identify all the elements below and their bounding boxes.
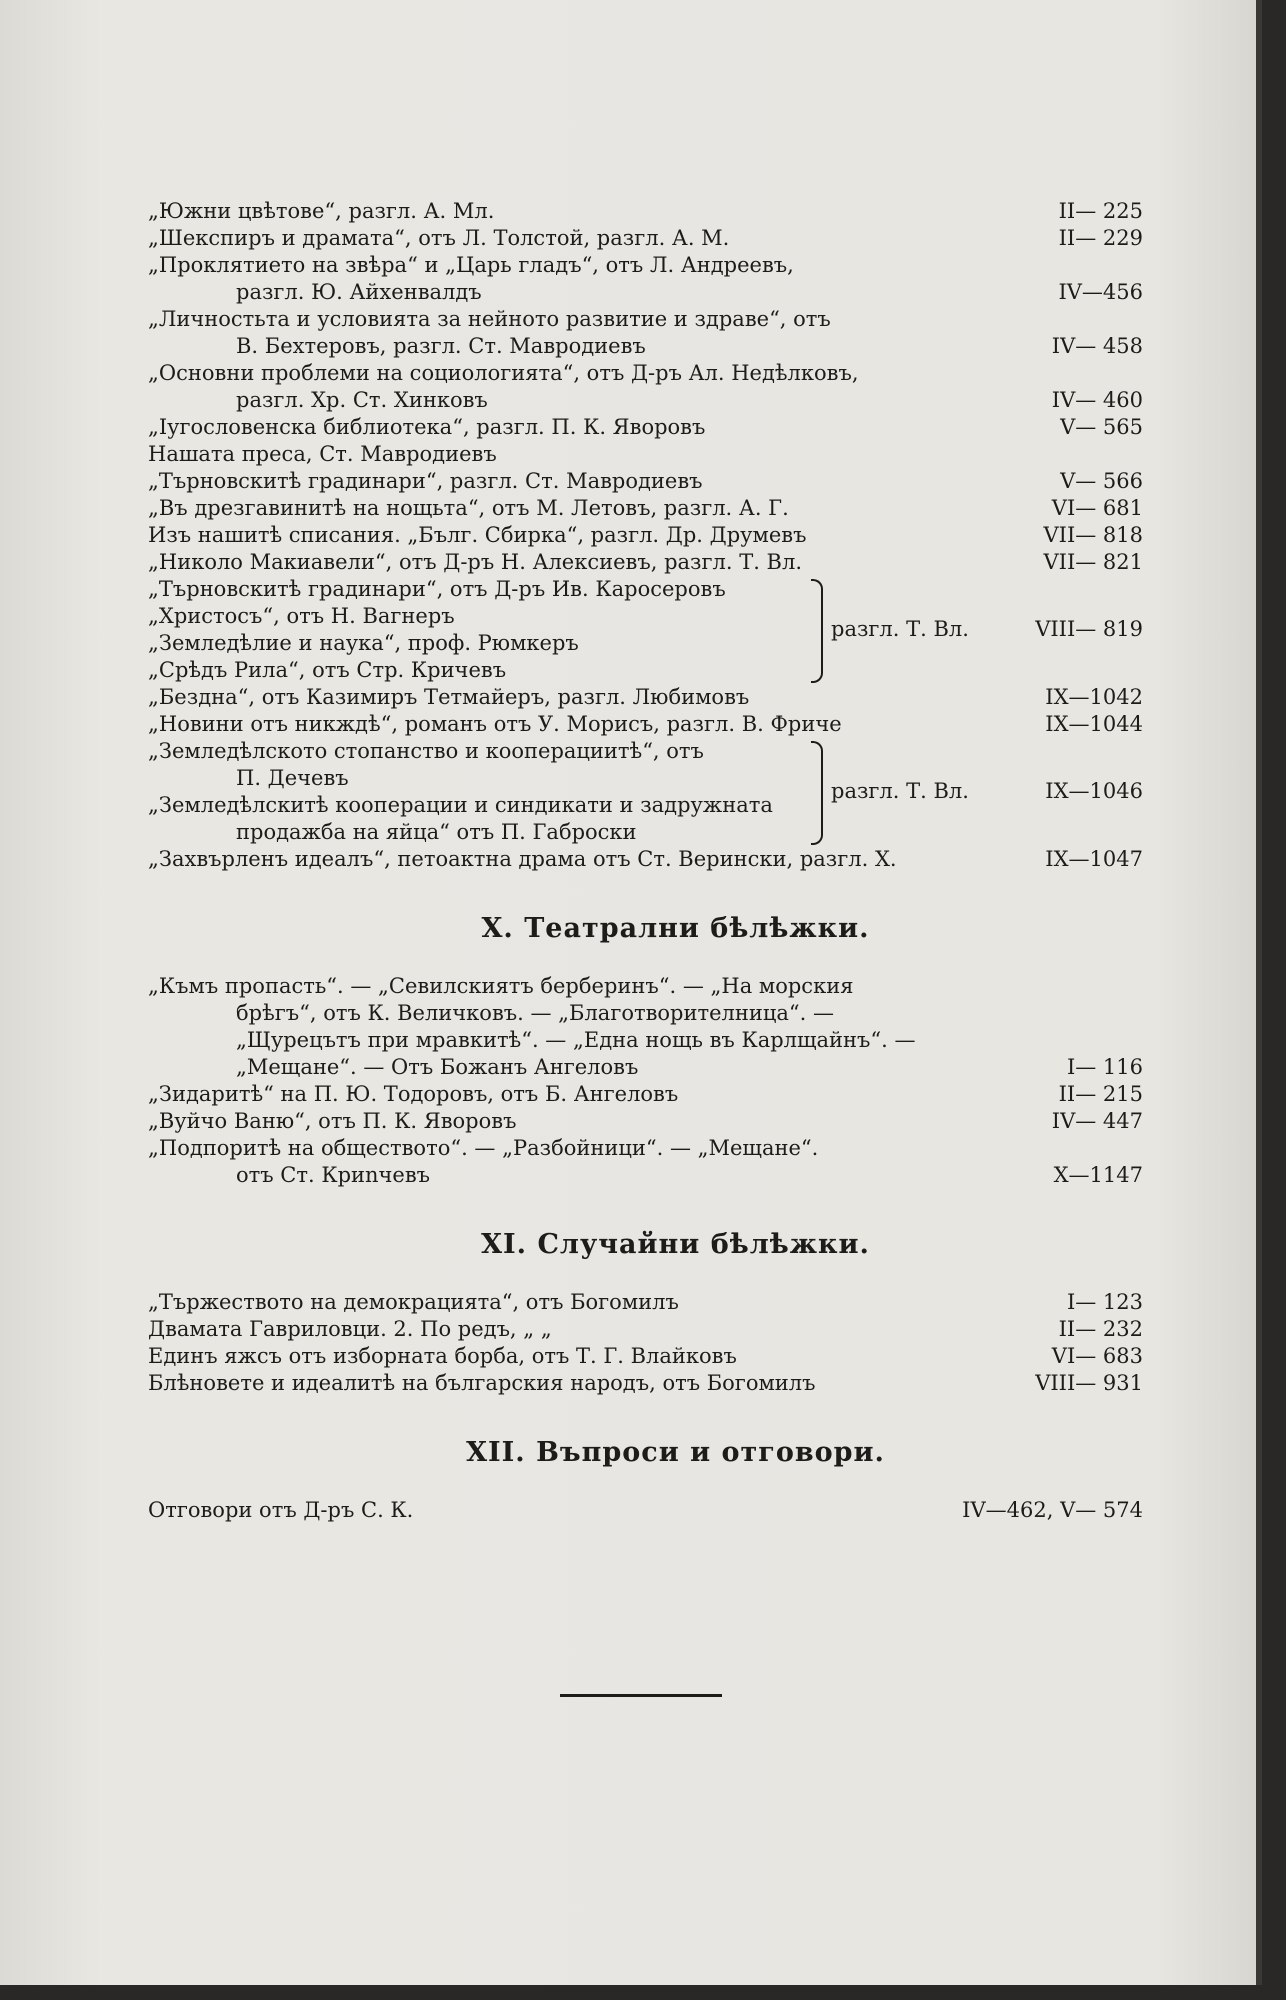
index-entry (148, 1000, 1143, 1027)
section-ix-list-b (148, 684, 1143, 738)
entry-text: Нашата преса, Ст. Мавродиевъ (148, 442, 497, 466)
entry-text: В. Бехтеровъ, разгл. Ст. Мавродиевъ (236, 334, 646, 358)
group-line (148, 819, 808, 846)
entry-text: „Новини отъ никждѣ“, романъ отъ У. Морисъ, разгл. В. Фриче (148, 712, 842, 736)
entry-page: IV— 447 (1051, 1109, 1143, 1133)
bracket-group-1 (148, 576, 1143, 684)
entry-text: „Щурецътъ при мравкитѣ“. — „Една нощь въ Карлщайнъ“. — (236, 1028, 916, 1052)
index-entry (148, 549, 1143, 576)
group-line (148, 792, 808, 819)
entry-text: „Срѣдъ Рила“, отъ Стр. Кричевъ (148, 658, 507, 682)
index-content (148, 198, 1143, 1524)
entry-page: II— 232 (1058, 1317, 1143, 1341)
entry-text: „Търновскитѣ градинари“, разгл. Ст. Мавродиевъ (148, 469, 703, 493)
entry-text: разгл. Ю. Айхенвалдъ (236, 280, 482, 304)
index-entry (148, 1497, 1143, 1524)
entry-text: „Въ дрезгавинитѣ на нощьта“, отъ М. Летовъ, разгл. А. Г. (148, 496, 789, 520)
entry-text: Двамата Гавриловци. 2. По редъ, „ „ (148, 1317, 552, 1341)
index-entry (148, 973, 1143, 1000)
section-x-list (148, 973, 1143, 1189)
entry-text: разгл. Хр. Ст. Хинковъ (236, 388, 488, 412)
group-line (148, 603, 808, 630)
entry-text: „Основни проблеми на социологията“, отъ Д-ръ Ал. Недѣлковъ, (148, 361, 859, 385)
entry-text: П. Дечевъ (236, 766, 349, 790)
entry-text: „Земледѣлското стопанство и кооперациитѣ“, отъ (148, 739, 704, 763)
entry-page: X—1147 (1053, 1163, 1143, 1187)
entry-text: „Земледѣлие и наука“, проф. Рюмкеръ (148, 631, 579, 655)
group-page-ref: IX—1046 (1045, 779, 1143, 803)
entry-text: продажба на яйца“ отъ П. Габроски (236, 820, 637, 844)
entry-text: „Христосъ“, отъ Н. Вагнеръ (148, 604, 455, 628)
group-line (148, 630, 808, 657)
index-entry (148, 1162, 1143, 1189)
index-entry (148, 1027, 1143, 1054)
index-entry (148, 1316, 1143, 1343)
index-entry (148, 414, 1143, 441)
index-entry (148, 252, 1143, 279)
entry-text: „Бездна“, отъ Казимиръ Тетмайеръ, разгл. Любимовъ (148, 685, 750, 709)
entry-page: I— 123 (1066, 1290, 1143, 1314)
entry-page: I— 116 (1066, 1055, 1143, 1079)
entry-text: „Подпоритѣ на обществото“. — „Разбойници“. — „Мещане“. (148, 1136, 819, 1160)
entry-page: IX—1044 (1045, 712, 1143, 736)
entry-text: брѣгъ“, отъ К. Величковъ. — „Благотворителница“. — (236, 1001, 834, 1025)
section-ix-list-c (148, 846, 1143, 873)
entry-text: „Мещане“. — Отъ Божанъ Ангеловъ (236, 1055, 639, 1079)
entry-text: отъ Ст. Криnчевъ (236, 1163, 431, 1187)
index-entry (148, 522, 1143, 549)
entry-text: „Iугословенска библиотека“, разгл. П. К. Яворовъ (148, 415, 706, 439)
index-entry (148, 1081, 1143, 1108)
section-title-x: X. Театрални бѣлѣжки. (481, 913, 870, 944)
entry-text: „Търновскитѣ градинари“, отъ Д-ръ Ив. Каросеровъ (148, 577, 726, 601)
index-entry (148, 225, 1143, 252)
index-entry (148, 279, 1143, 306)
brace (811, 741, 823, 845)
entry-text: „Тържеството на демокрацията“, отъ Богомилъ (148, 1290, 679, 1314)
index-entry (148, 495, 1143, 522)
index-entry (148, 306, 1143, 333)
entry-page: IV— 460 (1051, 388, 1143, 412)
entry-text: „Южни цвѣтове“, разгл. А. Мл. (148, 199, 495, 223)
index-entry (148, 387, 1143, 414)
entry-page: IV—456 (1058, 280, 1143, 304)
entry-text: „Николо Макиавели“, отъ Д-ръ Н. Алексиевъ, разгл. Т. Вл. (148, 550, 802, 574)
entry-page: IV—462, V— 574 (962, 1498, 1143, 1522)
entry-page: VI— 681 (1051, 496, 1143, 520)
entry-text: „Къмъ пропасть“. — „Севилскиятъ берберинъ“. — „На морския (148, 974, 854, 998)
index-entry (148, 360, 1143, 387)
entry-page: V— 566 (1060, 469, 1143, 493)
entry-page: IX—1047 (1045, 847, 1143, 871)
group-reviewer: разгл. Т. Вл. (831, 617, 969, 641)
group-page-ref: VIII— 819 (1035, 617, 1143, 641)
section-title-xii: XII. Въпроси и отговори. (466, 1437, 885, 1468)
index-entry (148, 468, 1143, 495)
index-entry (148, 711, 1143, 738)
index-entry (148, 441, 1143, 468)
index-entry (148, 333, 1143, 360)
section-xii-list (148, 1497, 1143, 1524)
entry-text: „Проклятието на звѣра“ и „Царь гладъ“, отъ Л. Андреевъ, (148, 253, 794, 277)
entry-page: VIII— 931 (1035, 1371, 1143, 1395)
entry-page: V— 565 (1060, 415, 1143, 439)
group-reviewer: разгл. Т. Вл. (831, 779, 969, 803)
index-entry (148, 198, 1143, 225)
section-title-xi: XI. Случайни бѣлѣжки. (481, 1229, 870, 1260)
index-entry (148, 1054, 1143, 1081)
section-xi-list (148, 1289, 1143, 1397)
brace (811, 579, 823, 683)
group-line (148, 765, 808, 792)
index-entry (148, 1108, 1143, 1135)
entry-text: „Вуйчо Ваню“, отъ П. К. Яворовъ (148, 1109, 517, 1133)
entry-page: VII— 818 (1043, 523, 1143, 547)
entry-page: II— 225 (1058, 199, 1143, 223)
index-entry (148, 846, 1143, 873)
entry-page: VII— 821 (1043, 550, 1143, 574)
index-entry (148, 1289, 1143, 1316)
entry-page: VI— 683 (1051, 1344, 1143, 1368)
section-ix-list (148, 198, 1143, 576)
entry-page: IV— 458 (1051, 334, 1143, 358)
group-line (148, 657, 808, 684)
entry-page: II— 215 (1058, 1082, 1143, 1106)
index-entry (148, 1370, 1143, 1397)
entry-text: Отговори отъ Д-ръ С. К. (148, 1498, 414, 1522)
entry-text: „Земледѣлскитѣ кооперации и синдикати и задружната (148, 793, 773, 817)
entry-text: Блѣновете и идеалитѣ на българския народъ, отъ Богомилъ (148, 1371, 816, 1395)
entry-page: IX—1042 (1045, 685, 1143, 709)
entry-text: „Захвърленъ идеалъ“, петоактна драма отъ Ст. Верински, разгл. Х. (148, 847, 897, 871)
index-entry (148, 1135, 1143, 1162)
entry-text: Изъ нашитѣ списания. „Бълг. Сбирка“, разгл. Др. Друмевъ (148, 523, 807, 547)
group-line (148, 576, 808, 603)
entry-text: „Зидаритѣ“ на П. Ю. Тодоровъ, отъ Б. Ангеловъ (148, 1082, 679, 1106)
index-entry (148, 1343, 1143, 1370)
index-entry (148, 684, 1143, 711)
entry-text: „Личностьта и условията за нейното развитие и здраве“, отъ (148, 307, 831, 331)
closing-rule (560, 1694, 722, 1697)
entry-page: II— 229 (1058, 226, 1143, 250)
entry-text: Единъ яжсъ отъ изборната борба, отъ Т. Г. Влайковъ (148, 1344, 737, 1368)
group-line (148, 738, 808, 765)
bracket-group-2 (148, 738, 1143, 846)
entry-text: „Шекспиръ и драмата“, отъ Л. Толстой, разгл. А. М. (148, 226, 730, 250)
